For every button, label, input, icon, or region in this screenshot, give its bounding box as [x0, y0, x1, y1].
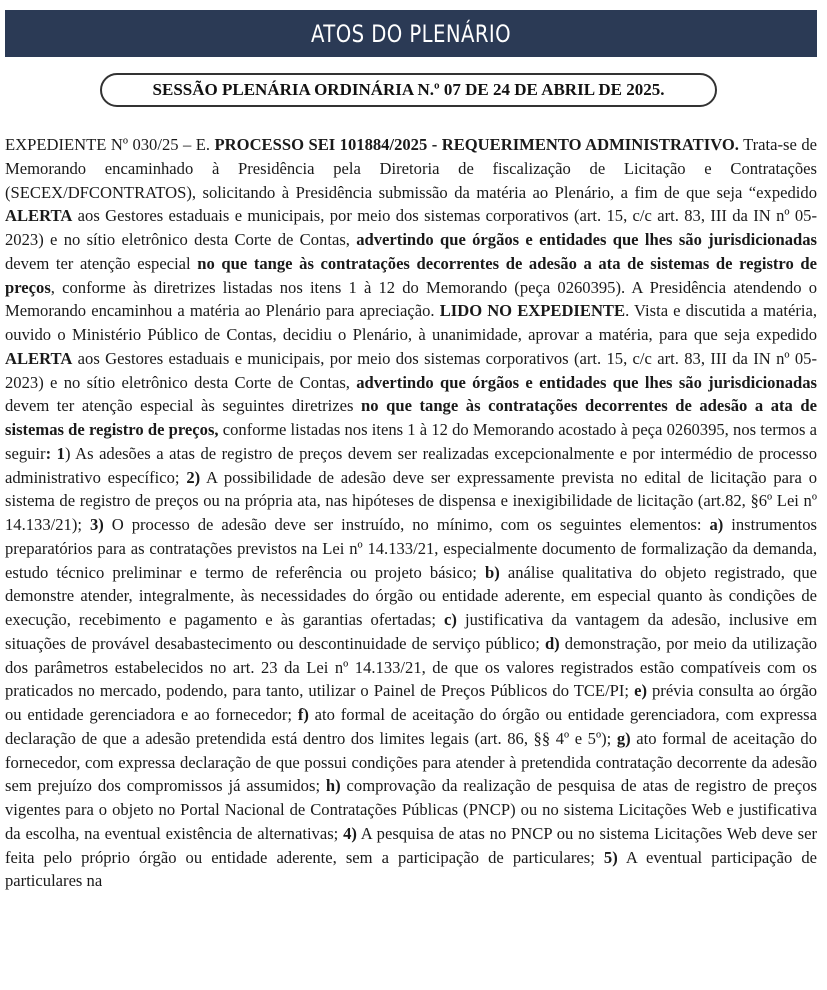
text-run: A possibilidade de adesão deve ser expressamente prevista no edital de licitação para o sistema de registro de preços ou na própria ata, nas hipóteses de dispensa e inexigibilidade de licitação (art.82, §6º Lei nº 14.133/21); — [5, 467, 817, 534]
text-run: A pesquisa de atas no PNCP ou no sistema Licitações Web deve ser feita pelo próprio órgão ou entidade aderente, sem a participação de particulares; — [5, 823, 817, 867]
text-run: análise qualitativa do objeto registrado, que demonstre atender, integralmente, às necessidades do órgão ou entidade aderente, em especial quanto às condições de execução, recebimento e pagamento e às garantias ofertadas; — [5, 562, 817, 629]
bold-text-run: : 1 — [45, 443, 65, 463]
session-title: SESSÃO PLENÁRIA ORDINÁRIA N.º 07 DE 24 DE ABRIL DE 2025. — [152, 80, 665, 99]
text-run: comprovação da realização de pesquisa de atas de registro de preços vigentes para o objeto no Portal Nacional de Contratações Públicas (PNCP) ou no sistema Licitações Web e justificativa da escolha, na eventual existência de alternativas; — [5, 776, 817, 843]
text-run: aos Gestores estaduais e municipais, por meio dos sistemas corporativos (art. 15, c/c art. 83, III da IN nº 05-2023) e no sítio eletrônico desta Corte de Contas, — [5, 206, 817, 249]
text-run: demonstração, por meio da utilização dos parâmetros estabelecidos no art. 23 da Lei nº 14.133/21, de que os valores registrados estão compatíveis com os praticados no mercado, podendo, para tanto, utilizar o Painel de Preços Públicos do TCE/PI; — [5, 633, 817, 701]
session-badge — [100, 73, 717, 107]
text-run: , conforme às diretrizes listadas nos itens 1 à 12 do Memorando (peça 0260395). A Presidência atendendo o Memorando encaminhou a matéria ao Plenário para apreciação. — [5, 277, 817, 321]
document-body — [5, 133, 817, 893]
text-run: justificativa da vantagem da adesão, inclusive em situações de provável desabastecimento ou descontinuidade de serviço público; — [5, 610, 817, 653]
bold-text-run: LIDO NO EXPEDIENTE — [439, 301, 626, 321]
bold-text-run: 3) — [89, 515, 104, 534]
bold-text-run: no que tange às contratações decorrentes de adesão a ata de sistemas de registro de preços — [5, 253, 817, 297]
bold-text-run: 5) — [603, 847, 618, 867]
text-run: devem ter atenção especial — [5, 253, 198, 273]
text-run: ato formal de aceitação do fornecedor, com expressa declaração de que possui condições para atender à pretendida contratação decorrente da adesão sem prejuízo dos compromissos já assumidos; — [5, 728, 817, 796]
text-run: ) As adesões a atas de registro de preços devem ser realizadas excepcionalmente e por intermédio de processo administrativo específico; — [5, 443, 817, 487]
text-run: prévia consulta ao órgão ou entidade gerenciadora e ao fornecedor; — [5, 681, 818, 724]
bold-text-run: g) — [616, 728, 631, 748]
bold-text-run: advertindo que órgãos e entidades que lhes são jurisdicionadas — [356, 372, 817, 392]
bold-text-run: e) — [634, 681, 647, 701]
bold-text-run: c) — [444, 610, 457, 629]
text-run: devem ter atenção especial às seguintes diretrizes — [5, 396, 362, 416]
section-title: ATOS DO PLENÁRIO — [310, 19, 512, 48]
text-run: conforme listadas nos itens 1 à 12 do Memorando acostado à peça 0260395, nos termos a seguir — [5, 420, 817, 463]
text-run: Trata-se de Memorando encaminhado à Presidência pela Diretoria de fiscalização de Licitação e Contratações (SECEX/DFCONTRATOS), solicitando à Presidência submissão da matéria ao Plenário, a fim de que seja “expedido — [5, 135, 817, 202]
bold-text-run: ALERTA — [5, 206, 73, 226]
bold-text-run: a) — [709, 515, 724, 534]
section-banner — [5, 10, 817, 57]
text-run: instrumentos preparatórios para as contratações previstos na Lei nº 14.133/21, especialmente documento de formalização da demanda, estudo técnico preliminar e termo de referência ou projeto básico; — [5, 515, 817, 582]
text-run: aos Gestores estaduais e municipais, por meio dos sistemas corporativos (art. 15, c/c art. 83, III da IN nº 05-2023) e no sítio eletrônico desta Corte de Contas, — [5, 348, 817, 392]
bold-text-run: d) — [544, 633, 560, 653]
bold-text-run: f) — [297, 705, 309, 724]
bold-text-run: 4) — [343, 823, 357, 843]
bold-text-run: 2) — [186, 467, 201, 487]
bold-text-run: ALERTA — [5, 348, 73, 368]
text-run: ato formal de aceitação do órgão ou entidade gerenciadora, com expressa declaração de que a adesão pretendida está dentro dos limites legais (art. 86, §§ 4º e 5º); — [5, 705, 817, 748]
text-run: A eventual participação de particulares na — [5, 847, 817, 891]
bold-text-run: PROCESSO SEI 101884/2025 - REQUERIMENTO ADMINISTRATIVO. — [214, 135, 739, 154]
text-run: EXPEDIENTE Nº 030/25 – E. — [5, 135, 215, 154]
text-run: O processo de adesão deve ser instruído, no mínimo, com os seguintes elementos: — [103, 515, 710, 534]
bold-text-run: b) — [484, 562, 500, 582]
bold-text-run: advertindo que órgãos e entidades que lhes são jurisdicionadas — [356, 230, 817, 249]
text-run: . Vista e discutida a matéria, ouvido o Ministério Público de Contas, decidiu o Plenário, à unanimidade, aprovar a matéria, para que seja expedido — [5, 301, 817, 344]
bold-text-run: h) — [325, 776, 341, 796]
bold-text-run: no que tange às contratações decorrentes de adesão a ata de sistemas de registro de preços, — [5, 396, 817, 439]
